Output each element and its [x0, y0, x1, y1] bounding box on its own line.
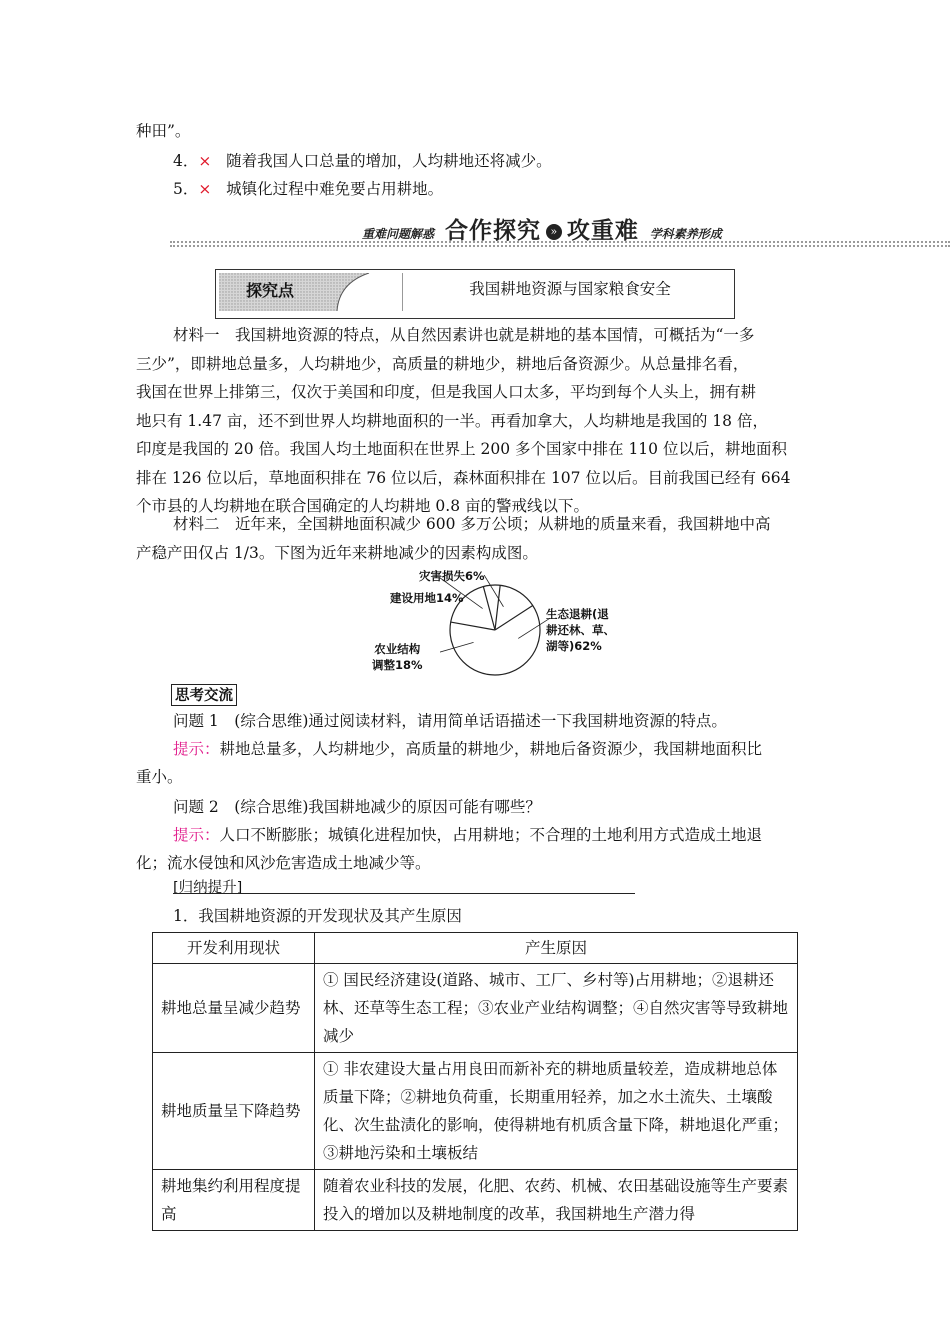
think-label-box — [171, 684, 237, 706]
paragraph-line: 排在 126 位以后，草地面积排在 76 位以后，森林面积排在 107 位以后。目前我国已经有 664 — [136, 468, 791, 487]
explore-tab-label: 探究点 — [246, 281, 295, 300]
paragraph-line: 三少”，即耕地总量多，人均耕地少，高质量的耕地少，耕地后备资源少。从总量排名看， — [136, 354, 749, 373]
paragraph-line: 材料一 我国耕地资源的特点，从自然因素讲也就是耕地的基本国情，可概括为“一多 — [173, 326, 755, 344]
table-cell-cause: 随着农业科技的发展，化肥、农药、机械、农田基础设施等生产要素投入的增加以及耕地制度的改革，我国耕地生产潜力得 — [315, 1170, 798, 1231]
question-1: 问题 1 (综合思维)通过阅读材料，请用简单话语描述一下我国耕地资源的特点。 — [173, 712, 727, 730]
banner-right-caption: 学科素养形成 — [649, 227, 722, 241]
banner-title-2: 攻重难 — [566, 218, 639, 244]
paragraph-line: 地只有 1.47 亩，还不到世界人均耕地面积的一半。再看加拿大，人均耕地是我国的 18 倍， — [136, 411, 768, 430]
paragraph-line: 产稳产田仅占 1/3。下图为近年来耕地减少的因素构成图。 — [136, 543, 538, 562]
section-banner — [362, 212, 782, 244]
paragraph-line: 材料二 近年来，全国耕地面积减少 600 多万公顷；从耕地的质量来看，我国耕地中高 — [173, 515, 771, 533]
answer-1-cont: 重小。 — [136, 768, 183, 786]
cross-icon: × — [198, 180, 212, 198]
summary-underline — [173, 893, 635, 894]
item-text: 城镇化过程中难免要占用耕地。 — [226, 180, 444, 198]
paragraph-line: 我国在世界上排第三，仅次于美国和印度，但是我国人口太多，平均到每个人头上，拥有耕 — [136, 383, 757, 401]
pie-label-ecological: 生态退耕(退 耕还林、草、 湖等)62% — [546, 607, 615, 653]
banner-divider — [170, 241, 950, 243]
arrow-icon: » — [546, 224, 562, 240]
hint-prefix: 提示： — [173, 826, 220, 844]
explore-point-box — [215, 269, 735, 319]
answer-item-5 — [173, 178, 443, 200]
table-row — [153, 1053, 798, 1170]
pie-label-disaster: 灾害损失6% — [419, 569, 485, 583]
table-cell-status: 耕地质量呈下降趋势 — [153, 1053, 315, 1170]
hint-prefix: 提示： — [173, 740, 220, 758]
answer-2-cont: 化；流水侵蚀和风沙危害造成土地减少等。 — [136, 854, 431, 872]
table-cell-status: 耕地总量呈减少趋势 — [153, 964, 315, 1053]
table-row — [153, 1170, 798, 1231]
answer-item-4 — [173, 150, 552, 172]
banner-title-1: 合作探究 — [444, 218, 541, 244]
banner-left-caption: 重难问题解惑 — [362, 227, 435, 241]
banner-divider — [170, 245, 950, 247]
paragraph-line: 个市县的人均耕地在联合国确定的人均耕地 0.8 亩的警戒线以下。 — [136, 497, 590, 515]
pie-label-agriculture: 农业结构 调整18% — [372, 642, 423, 672]
item-number: 5． — [173, 180, 199, 198]
hint-text: 人口不断膨胀；城镇化进程加快，占用耕地；不合理的土地利用方式造成土地退 — [219, 826, 763, 844]
paragraph-line: 印度是我国的 20 倍。我国人均土地面积在世界上 200 多个国家中排在 110 位以后，耕地面积 — [136, 440, 787, 458]
think-label: 思考交流 — [175, 688, 233, 704]
hint-text: 耕地总量多，人均耕地少，高质量的耕地少，耕地后备资源少，我国耕地面积比 — [219, 740, 763, 758]
table-header-row — [153, 933, 798, 964]
continued-text: 种田”。 — [136, 122, 191, 140]
table-header: 产生原因 — [315, 933, 798, 964]
status-cause-table — [152, 932, 798, 1231]
table-header: 开发利用现状 — [153, 933, 315, 964]
summary-heading: 1．我国耕地资源的开发现状及其产生原因 — [173, 907, 462, 925]
pie-label-construction: 建设用地14% — [390, 591, 464, 605]
table-cell-status: 耕地集约利用程度提高 — [153, 1170, 315, 1231]
item-text: 随着我国人口总量的增加，人均耕地还将减少。 — [226, 152, 552, 170]
summary-label: [归纳提升] — [173, 880, 243, 896]
table-row — [153, 964, 798, 1053]
table-cell-cause: ① 非农建设大量占用良田而新补充的耕地质量较差，造成耕地总体质量下降；②耕地负荷重，长期重用轻养，加之水土流失、土壤酸化、次生盐渍化的影响，使得耕地有机质含量下降，耕地退化严重；③耕地污染和土壤板结 — [315, 1053, 798, 1170]
table-cell-cause: ① 国民经济建设(道路、城市、工厂、乡村等)占用耕地；②退耕还林、还草等生态工程；③农业产业结构调整；④自然灾害等导致耕地减少 — [315, 964, 798, 1053]
question-2: 问题 2 (综合思维)我国耕地减少的原因可能有哪些？ — [173, 798, 541, 816]
answer-1-line — [173, 738, 762, 760]
cross-icon: × — [198, 152, 212, 170]
answer-2-line — [173, 824, 762, 846]
explore-title: 我国耕地资源与国家粮食安全 — [469, 280, 671, 298]
item-number: 4． — [173, 152, 199, 170]
